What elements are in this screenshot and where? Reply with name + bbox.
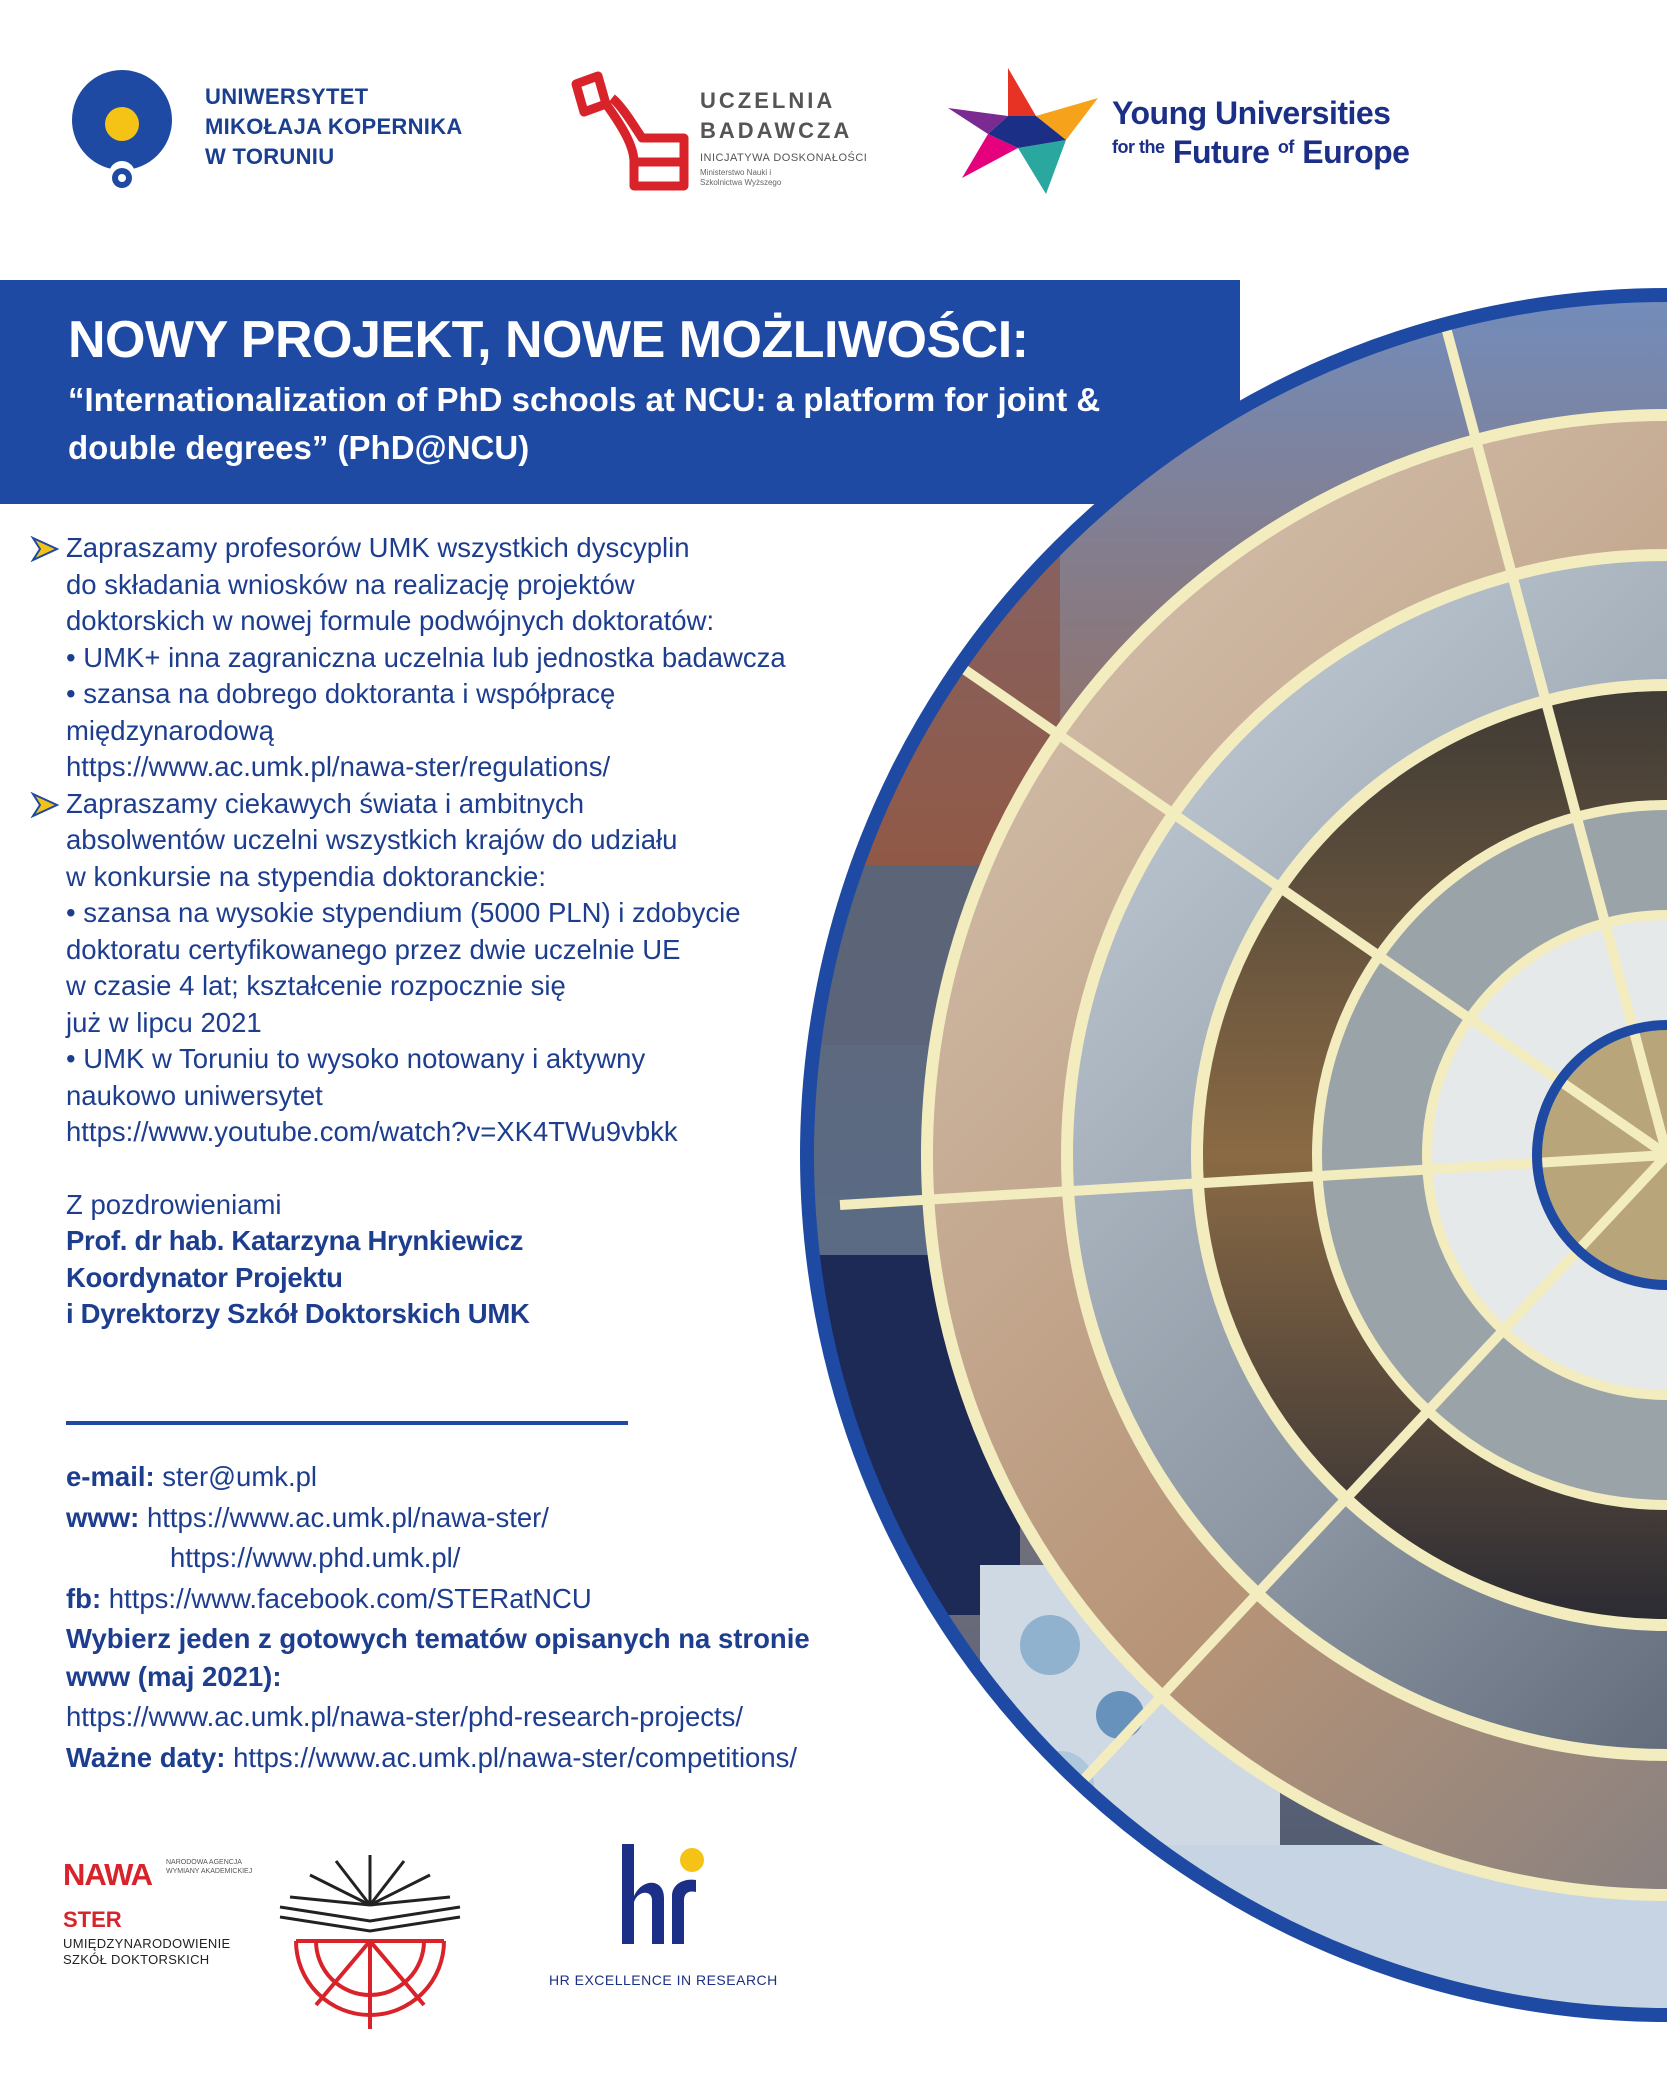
uczelnia-badawcza-wordmark [700, 86, 867, 188]
contact-info [66, 1458, 966, 1776]
umk-line-2: MIKOŁAJA KOPERNIKA [205, 114, 463, 139]
signature-block [66, 1187, 896, 1333]
email-label: e-mail: [66, 1461, 155, 1492]
yufe-for-the: for the [1112, 137, 1165, 157]
section1-line: doktorskich w nowej formule podwójnych doktoratów: [66, 605, 715, 636]
www-link-nawa-ster[interactable]: https://www.ac.umk.pl/nawa-ster/ [146, 1501, 549, 1533]
www-row [66, 1499, 966, 1537]
section2-line: już w lipcu 2021 [66, 1006, 262, 1038]
umk-line-3: W TORUNIU [205, 144, 335, 169]
section1-line: • szansa na dobrego doktoranta i współpracę [66, 678, 616, 709]
section2-line: absolwentów uczelni wszystkich krajów do udziału [66, 824, 678, 855]
yufe-line-2 [1112, 130, 1409, 169]
divider [66, 1421, 628, 1425]
invitation-text [66, 530, 896, 1333]
ster-sub-line-2: SZKÓŁ DOKTORSKICH [63, 1952, 210, 1967]
research-projects-link[interactable]: https://www.ac.umk.pl/nawa-ster/phd-research-projects/ [66, 1701, 744, 1732]
yufe-of: of [1277, 137, 1294, 157]
umk-wordmark [205, 82, 463, 172]
signatory-name: Prof. dr hab. Katarzyna Hrynkiewicz [66, 1225, 524, 1256]
photo-collage [800, 245, 1667, 2083]
section2-line: naukowo uniwersytet [66, 1079, 323, 1111]
open-book-compass-icon [276, 1845, 464, 2033]
section-professors [66, 530, 896, 786]
section2-line: • UMK w Toruniu to wysoko notowany i aktywny [66, 1043, 646, 1074]
email-row [66, 1458, 966, 1496]
umk-logo [66, 66, 186, 196]
email-link[interactable]: ster@umk.pl [162, 1461, 318, 1492]
section2-line: w konkursie na stypendia doktoranckie: [66, 860, 546, 892]
signatory-role: Koordynator Projektu [66, 1261, 343, 1293]
www-row-2 [66, 1539, 966, 1577]
facebook-link[interactable]: https://www.facebook.com/STERatNCU [108, 1582, 592, 1614]
topics-row-2 [66, 1658, 966, 1696]
section2-line: Zapraszamy ciekawych świata i ambitnych [66, 787, 585, 819]
ub-subtitle: INICJATYWA DOSKONAŁOŚCI [700, 152, 868, 164]
hr-excellence-logo [612, 1838, 712, 1948]
section2-line: • szansa na wysokie stypendium (5000 PLN) i zdobycie [66, 897, 741, 928]
uczelnia-badawcza-logo [562, 66, 702, 196]
section-graduates [66, 786, 896, 1151]
www-label: www: [66, 1501, 140, 1533]
greeting: Z pozdrowieniami [66, 1188, 282, 1220]
regulations-link[interactable]: https://www.ac.umk.pl/nawa-ster/regulations/ [66, 751, 611, 782]
nawa-subtitle: NARODOWA AGENCJA WYMIANY AKADEMICKIEJ [166, 1859, 253, 1875]
yufe-star-logo [948, 68, 1098, 194]
yufe-wordmark [1112, 96, 1409, 169]
topics-row [66, 1620, 966, 1658]
competitions-link[interactable]: https://www.ac.umk.pl/nawa-ster/competitions/ [233, 1741, 798, 1773]
fb-label: fb: [66, 1582, 102, 1614]
yufe-europe: Europe [1302, 134, 1410, 170]
section2-line: doktoratu certyfikowanego przez dwie uczelnie UE [66, 933, 681, 965]
www-link-phd[interactable]: https://www.phd.umk.pl/ [170, 1542, 461, 1573]
umk-line-1: UNIWERSYTET [205, 84, 369, 109]
section1-line: Zapraszamy profesorów UMK wszystkich dyscyplin [66, 532, 690, 563]
nawa-logo: NAWA [63, 1857, 152, 1892]
page-title: NOWY PROJEKT, NOWE MOŻLIWOŚCI: [68, 311, 1029, 369]
page-subtitle: “Internationalization of PhD schools at NCU: a platform for joint & double degrees” (PhD@NCU) [68, 381, 1101, 466]
ub-ministry: Ministerstwo Nauki i Szkolnictwa Wyższego [700, 168, 782, 187]
signatory-directors: i Dyrektorzy Szkół Doktorskich UMK [66, 1298, 530, 1329]
fb-row [66, 1580, 966, 1618]
section1-line: • UMK+ inna zagraniczna uczelnia lub jednostka badawcza [66, 641, 786, 673]
arrow-bullet-icon [30, 536, 60, 562]
topics-url-row [66, 1698, 966, 1736]
section1-line: do składania wniosków na realizację projektów [66, 568, 635, 600]
arrow-bullet-icon [30, 792, 60, 818]
yufe-line-1: Young Universities [1112, 95, 1391, 131]
ster-logo: STER [63, 1907, 122, 1932]
ub-line-1: UCZELNIA [700, 88, 836, 113]
topics-text-1: Wybierz jeden z gotowych tematów opisanych na stronie [66, 1623, 810, 1654]
dates-row [66, 1739, 966, 1777]
topics-text-2: www (maj 2021): [66, 1660, 282, 1692]
hr-excellence-text: HR EXCELLENCE IN RESEARCH [549, 1972, 778, 1988]
youtube-link[interactable]: https://www.youtube.com/watch?v=XK4TWu9vbkk [66, 1116, 678, 1147]
ub-line-2: BADAWCZA [700, 118, 853, 143]
section2-line: w czasie 4 lat; kształcenie rozpocznie się [66, 970, 566, 1001]
yufe-future: Future [1172, 134, 1270, 170]
section1-line: międzynarodową [66, 714, 274, 746]
ster-subtitle [63, 1936, 230, 1968]
dates-label: Ważne daty: [66, 1741, 226, 1773]
ster-sub-line-1: UMIĘDZYNARODOWIENIE [63, 1936, 231, 1951]
